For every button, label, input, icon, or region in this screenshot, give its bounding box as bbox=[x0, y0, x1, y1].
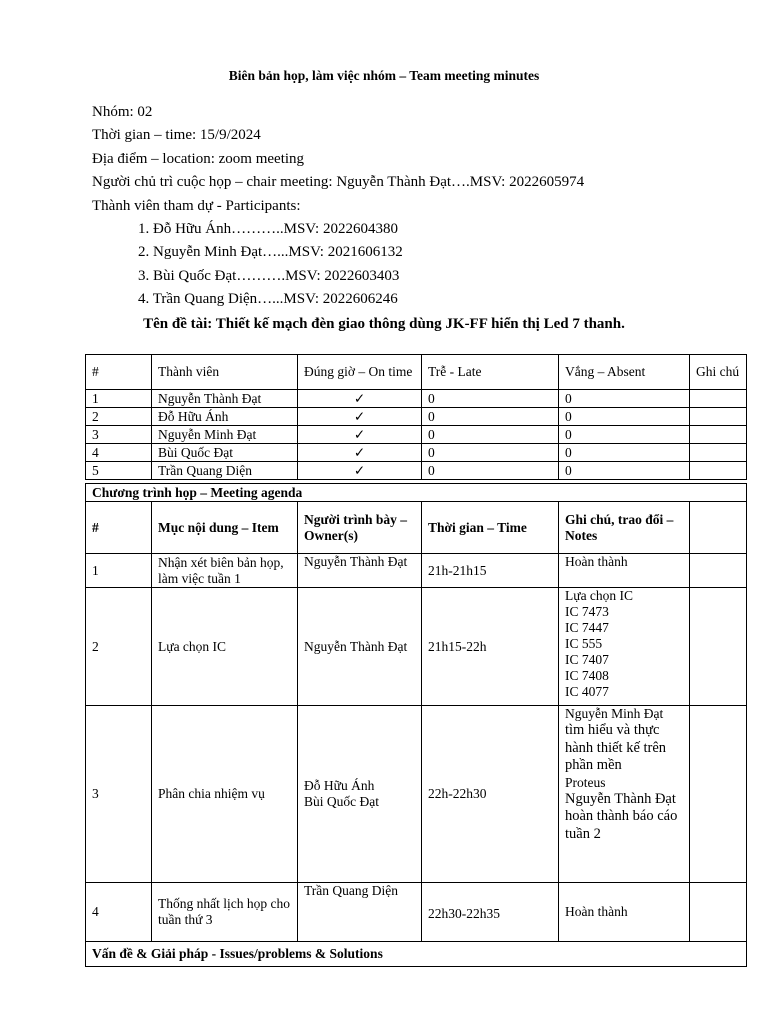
attendance-no: 1 bbox=[86, 390, 152, 408]
participant-item: 1. Đỗ Hữu Ánh………..MSV: 2022604380 bbox=[138, 221, 398, 238]
agenda-header-notes: Ghi chú, trao đổi – Notes bbox=[559, 502, 690, 554]
attendance-header-no: # bbox=[86, 355, 152, 390]
agenda-section-row bbox=[86, 484, 747, 502]
agenda-note-line: IC 7408 bbox=[565, 668, 609, 683]
agenda-notes bbox=[559, 588, 690, 706]
agenda-header-time: Thời gian – Time bbox=[422, 502, 559, 554]
agenda-no: 3 bbox=[86, 706, 152, 883]
agenda-extra bbox=[690, 883, 747, 942]
attendance-absent: 0 bbox=[559, 462, 690, 480]
checkmark-icon: ✓ bbox=[298, 390, 422, 408]
attendance-note bbox=[690, 444, 747, 462]
agenda-notes bbox=[559, 706, 690, 883]
agenda-item: Lựa chọn IC bbox=[152, 588, 298, 706]
attendance-no: 2 bbox=[86, 408, 152, 426]
agenda-time: 22h-22h30 bbox=[422, 706, 559, 883]
attendance-row bbox=[86, 408, 747, 426]
agenda-header-owner bbox=[298, 502, 422, 554]
attendance-row bbox=[86, 444, 747, 462]
agenda-notes bbox=[559, 554, 690, 588]
agenda-owner bbox=[298, 883, 422, 942]
chair-line: Người chủ trì cuộc họp – chair meeting: Nguyễn Thành Đạt….MSV: 2022605974 bbox=[92, 174, 585, 191]
attendance-note bbox=[690, 426, 747, 444]
checkmark-icon: ✓ bbox=[298, 444, 422, 462]
attendance-header-late: Trễ - Late bbox=[422, 355, 559, 390]
agenda-header-owner-line2: Owner(s) bbox=[304, 527, 358, 543]
attendance-note bbox=[690, 408, 747, 426]
attendance-header-on-time: Đúng giờ – On time bbox=[298, 355, 422, 390]
attendance-late: 0 bbox=[422, 426, 559, 444]
location-line: Địa điểm – location: zoom meeting bbox=[92, 150, 305, 167]
agenda-no: 2 bbox=[86, 588, 152, 706]
agenda-owner bbox=[298, 554, 422, 588]
agenda-note-line: IC 7473 bbox=[565, 604, 609, 619]
attendance-absent: 0 bbox=[559, 426, 690, 444]
agenda-note-line: tìm hiểu và thực hành thiết kế trên phần mền bbox=[565, 722, 667, 773]
attendance-late: 0 bbox=[422, 462, 559, 480]
attendance-late: 0 bbox=[422, 444, 559, 462]
agenda-owner-name: Trần Quang Diện bbox=[304, 883, 398, 898]
attendance-no: 5 bbox=[86, 462, 152, 480]
group-line: Nhóm: 02 bbox=[92, 104, 153, 120]
issues-section-row bbox=[86, 942, 747, 967]
checkmark-icon: ✓ bbox=[298, 408, 422, 426]
attendance-name: Nguyễn Minh Đạt bbox=[152, 426, 298, 444]
checkmark-icon: ✓ bbox=[298, 462, 422, 480]
agenda-header-owner-line1: Người trình bày – bbox=[304, 511, 407, 527]
attendance-header-absent: Vắng – Absent bbox=[559, 355, 690, 390]
attendance-header-note: Ghi chú bbox=[690, 355, 747, 390]
attendance-note bbox=[690, 462, 747, 480]
issues-section-title: Vấn đề & Giải pháp - Issues/problems & Solutions bbox=[86, 942, 747, 967]
agenda-row bbox=[86, 554, 747, 588]
agenda-no: 4 bbox=[86, 883, 152, 942]
checkmark-icon: ✓ bbox=[298, 426, 422, 444]
attendance-late: 0 bbox=[422, 408, 559, 426]
agenda-header-extra bbox=[690, 502, 747, 554]
attendance-no: 3 bbox=[86, 426, 152, 444]
attendance-name: Trần Quang Diện bbox=[152, 462, 298, 480]
time-line: Thời gian – time: 15/9/2024 bbox=[92, 127, 261, 144]
agenda-owner-name: Bùi Quốc Đạt bbox=[304, 794, 379, 809]
agenda-note-line: IC 4077 bbox=[565, 684, 609, 699]
attendance-name: Đỗ Hữu Ánh bbox=[152, 408, 298, 426]
attendance-row bbox=[86, 390, 747, 408]
agenda-note-line: IC 7407 bbox=[565, 652, 609, 667]
agenda-owner-name: Nguyễn Thành Đạt bbox=[304, 638, 408, 654]
agenda-note-line: Lựa chọn IC bbox=[565, 588, 634, 603]
agenda-row bbox=[86, 883, 747, 942]
agenda-time: 21h15-22h bbox=[422, 588, 559, 706]
meeting-info bbox=[92, 101, 584, 312]
agenda-note-line: Hoàn thành bbox=[565, 554, 628, 569]
attendance-absent: 0 bbox=[559, 444, 690, 462]
attendance-name: Bùi Quốc Đạt bbox=[152, 444, 298, 462]
agenda-header-item: Mục nội dung – Item bbox=[152, 502, 298, 554]
agenda-owner bbox=[298, 706, 422, 883]
attendance-late: 0 bbox=[422, 390, 559, 408]
agenda-header-row bbox=[86, 502, 747, 554]
participant-item: 4. Trần Quang Diện…...MSV: 2022606246 bbox=[138, 291, 398, 308]
agenda-owner-name: Đỗ Hữu Ánh bbox=[304, 778, 375, 793]
participant-item: 3. Bùi Quốc Đạt……….MSV: 2022603403 bbox=[138, 267, 400, 284]
agenda-note-line: Nguyễn Minh Đạt bbox=[565, 706, 664, 721]
attendance-note bbox=[690, 390, 747, 408]
agenda-item: Nhận xét biên bản họp, làm việc tuần 1 bbox=[152, 554, 298, 588]
agenda-extra bbox=[690, 554, 747, 588]
agenda-note-line: Proteus bbox=[565, 774, 606, 790]
document-title: Biên bản họp, làm việc nhóm – Team meeting minutes bbox=[228, 68, 540, 83]
agenda-note-line: Hoàn thành bbox=[565, 904, 628, 919]
agenda-notes bbox=[559, 883, 690, 942]
agenda-time: 21h-21h15 bbox=[422, 554, 559, 588]
participants-label: Thành viên tham dự - Participants: bbox=[92, 197, 301, 214]
topic-title: Tên đề tài: Thiết kế mạch đèn giao thông dùng JK-FF hiển thị Led 7 thanh. bbox=[143, 316, 625, 332]
agenda-no: 1 bbox=[86, 554, 152, 588]
attendance-absent: 0 bbox=[559, 390, 690, 408]
attendance-no: 4 bbox=[86, 444, 152, 462]
attendance-absent: 0 bbox=[559, 408, 690, 426]
agenda-row bbox=[86, 588, 747, 706]
attendance-row bbox=[86, 426, 747, 444]
agenda-header-no: # bbox=[86, 502, 152, 554]
agenda-section-title: Chương trình họp – Meeting agenda bbox=[86, 484, 747, 502]
agenda-note-line: IC 555 bbox=[565, 636, 603, 651]
agenda-item: Thống nhất lịch họp cho tuần thứ 3 bbox=[152, 883, 298, 942]
attendance-header-member: Thành viên bbox=[152, 355, 298, 390]
agenda-extra bbox=[690, 588, 747, 706]
attendance-row bbox=[86, 462, 747, 480]
agenda-extra bbox=[690, 706, 747, 883]
agenda-item: Phân chia nhiệm vụ bbox=[152, 706, 298, 883]
attendance-table bbox=[85, 354, 747, 480]
agenda-time bbox=[422, 883, 559, 942]
agenda-row bbox=[86, 706, 747, 883]
agenda-owner bbox=[298, 588, 422, 706]
attendance-header-row bbox=[86, 355, 747, 390]
participant-item: 2. Nguyễn Minh Đạt…...MSV: 2021606132 bbox=[138, 244, 403, 261]
agenda-note-line: IC 7447 bbox=[565, 620, 609, 635]
agenda-table bbox=[85, 483, 747, 967]
attendance-name: Nguyễn Thành Đạt bbox=[152, 390, 298, 408]
agenda-time-value: 22h30-22h35 bbox=[428, 906, 500, 921]
agenda-note-line: Nguyễn Thành Đạt hoàn thành báo cáo tuần 2 bbox=[565, 790, 678, 842]
agenda-owner-name: Nguyễn Thành Đạt bbox=[304, 554, 408, 569]
